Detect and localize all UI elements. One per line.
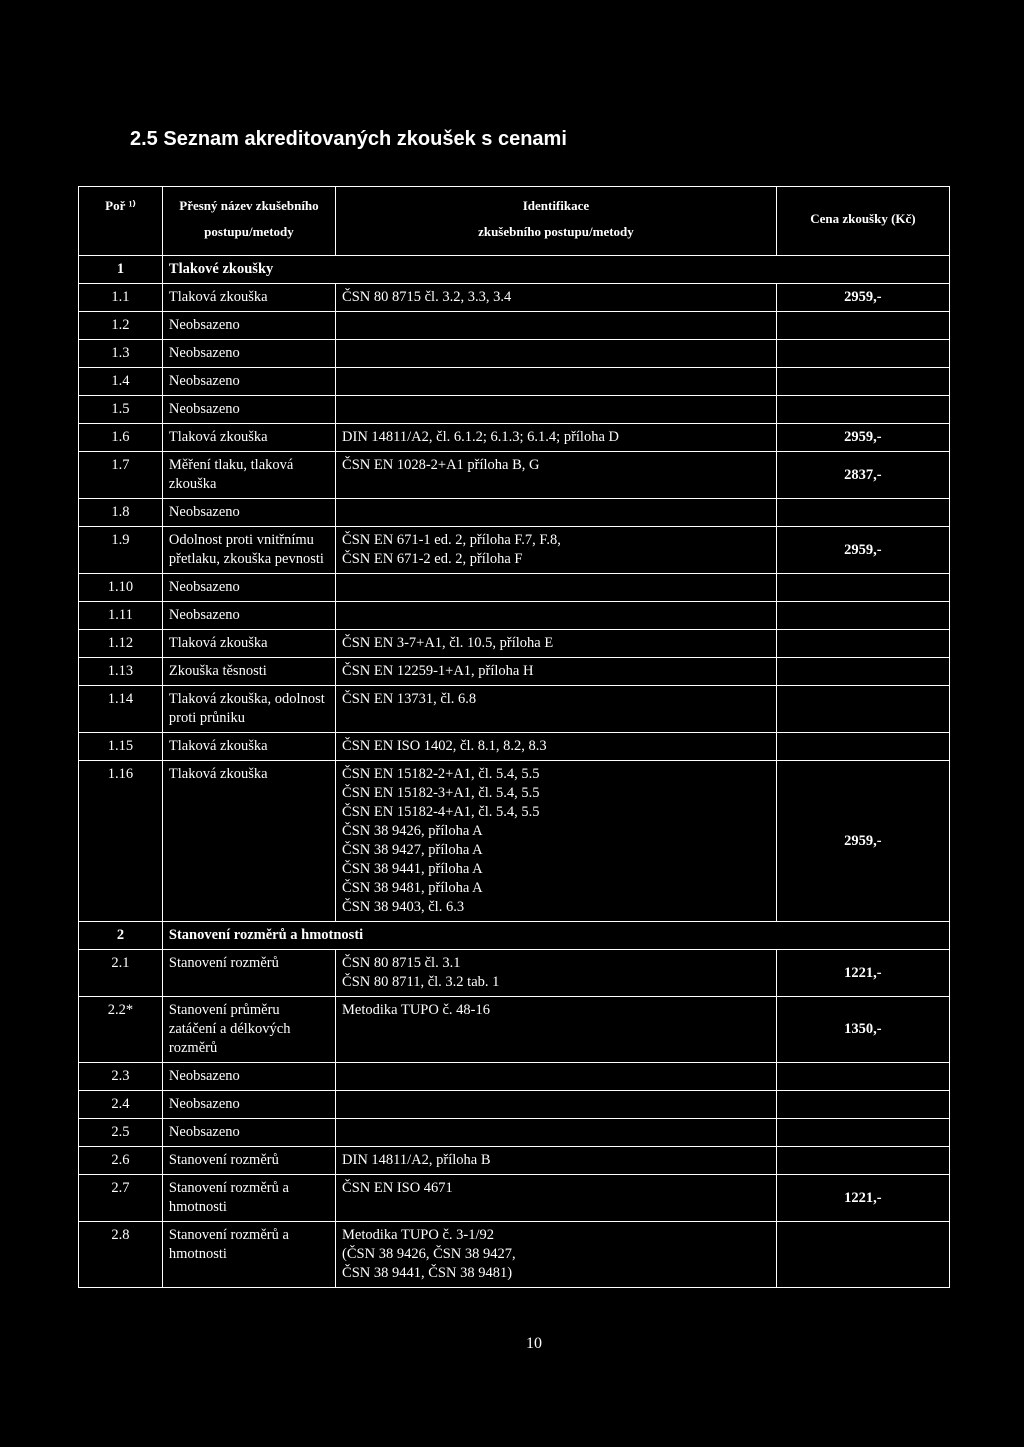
row-price xyxy=(776,1091,949,1119)
col-header-name xyxy=(162,187,335,256)
row-number: 2.2* xyxy=(79,997,163,1063)
row-number: 2.4 xyxy=(79,1091,163,1119)
row-method-name: Stanovení rozměrů xyxy=(162,1147,335,1175)
row-method-name: Tlaková zkouška xyxy=(162,424,335,452)
table-row xyxy=(79,761,950,922)
row-number: 2.3 xyxy=(79,1063,163,1091)
table-row xyxy=(79,1119,950,1147)
row-method-name: Neobsazeno xyxy=(162,1063,335,1091)
col-header-name-line2: postupu/metody xyxy=(204,224,294,239)
row-number: 1.13 xyxy=(79,658,163,686)
row-identification xyxy=(336,1063,777,1091)
identification-line: ČSN EN 671-2 ed. 2, příloha F xyxy=(342,551,523,567)
row-method-name: Neobsazeno xyxy=(162,1091,335,1119)
row-method-name: Neobsazeno xyxy=(162,1119,335,1147)
table-row xyxy=(79,527,950,574)
row-price: 2959,- xyxy=(776,424,949,452)
identification-line: ČSN 80 8715 čl. 3.2, 3.3, 3.4 xyxy=(342,289,512,305)
table-row xyxy=(79,312,950,340)
identification-line: ČSN EN 671-1 ed. 2, příloha F.7, F.8, xyxy=(342,532,561,548)
identification-line: ČSN 38 9403, čl. 6.3 xyxy=(342,899,465,915)
identification-line: ČSN 80 8711, čl. 3.2 tab. 1 xyxy=(342,974,500,990)
table-row xyxy=(79,368,950,396)
row-price: 2959,- xyxy=(776,761,949,922)
row-identification xyxy=(336,950,777,997)
page-heading: 2.5 Seznam akreditovaných zkoušek s cenami xyxy=(130,128,567,150)
identification-line: ČSN 38 9441, ČSN 38 9481) xyxy=(342,1265,513,1281)
row-price xyxy=(776,1063,949,1091)
identification-line: ČSN EN 15182-4+A1, čl. 5.4, 5.5 xyxy=(342,804,540,820)
row-method-name: Neobsazeno xyxy=(162,499,335,527)
table-row xyxy=(79,950,950,997)
table-row xyxy=(79,574,950,602)
col-header-id-line2: zkušebního postupu/metody xyxy=(478,224,634,239)
row-identification xyxy=(336,340,777,368)
table-row xyxy=(79,1147,950,1175)
row-method-name: Neobsazeno xyxy=(162,312,335,340)
row-identification xyxy=(336,630,777,658)
section-number: 1 xyxy=(79,256,163,284)
row-price xyxy=(776,1147,949,1175)
identification-line: ČSN 38 9427, příloha A xyxy=(342,842,483,858)
row-method-name: Neobsazeno xyxy=(162,396,335,424)
section-row xyxy=(79,922,950,950)
row-price: 1350,- xyxy=(776,997,949,1063)
row-number: 1.3 xyxy=(79,340,163,368)
identification-line: ČSN 38 9426, příloha A xyxy=(342,823,483,839)
row-method-name: Tlaková zkouška xyxy=(162,761,335,922)
identification-line: ČSN EN 12259-1+A1, příloha H xyxy=(342,663,534,679)
row-price xyxy=(776,1119,949,1147)
row-price xyxy=(776,499,949,527)
row-identification xyxy=(336,368,777,396)
table-row xyxy=(79,658,950,686)
row-number: 2.5 xyxy=(79,1119,163,1147)
row-identification xyxy=(336,602,777,630)
row-price: 1221,- xyxy=(776,1175,949,1222)
identification-line: ČSN 38 9481, příloha A xyxy=(342,880,483,896)
row-identification xyxy=(336,1147,777,1175)
row-number: 2.7 xyxy=(79,1175,163,1222)
row-price: 1221,- xyxy=(776,950,949,997)
section-number: 2 xyxy=(79,922,163,950)
row-identification xyxy=(336,284,777,312)
row-method-name: Neobsazeno xyxy=(162,574,335,602)
table-row xyxy=(79,602,950,630)
row-number: 1.14 xyxy=(79,686,163,733)
row-number: 1.9 xyxy=(79,527,163,574)
table-row xyxy=(79,452,950,499)
row-identification xyxy=(336,452,777,499)
row-number: 1.2 xyxy=(79,312,163,340)
row-number: 2.1 xyxy=(79,950,163,997)
identification-line: ČSN EN 3-7+A1, čl. 10.5, příloha E xyxy=(342,635,554,651)
col-header-price: Cena zkoušky (Kč) xyxy=(776,187,949,256)
table-row xyxy=(79,733,950,761)
table-row xyxy=(79,396,950,424)
col-header-number: Poř ¹⁾ xyxy=(79,187,163,256)
row-method-name: Tlaková zkouška, odolnost proti průniku xyxy=(162,686,335,733)
identification-line: ČSN 38 9441, příloha A xyxy=(342,861,483,877)
identification-line: (ČSN 38 9426, ČSN 38 9427, xyxy=(342,1246,516,1262)
table-row xyxy=(79,424,950,452)
identification-line: Metodika TUPO č. 3-1/92 xyxy=(342,1227,494,1243)
row-number: 1.6 xyxy=(79,424,163,452)
row-identification xyxy=(336,396,777,424)
col-header-id-line1: Identifikace xyxy=(522,198,590,213)
row-price xyxy=(776,630,949,658)
table-row xyxy=(79,284,950,312)
row-price xyxy=(776,1222,949,1288)
row-method-name: Neobsazeno xyxy=(162,368,335,396)
row-identification xyxy=(336,1119,777,1147)
row-identification xyxy=(336,733,777,761)
identification-line: ČSN EN 15182-2+A1, čl. 5.4, 5.5 xyxy=(342,766,540,782)
row-identification xyxy=(336,761,777,922)
tests-table xyxy=(78,186,950,1288)
table-row xyxy=(79,1175,950,1222)
section-row xyxy=(79,256,950,284)
identification-line: ČSN EN ISO 1402, čl. 8.1, 8.2, 8.3 xyxy=(342,738,547,754)
row-price xyxy=(776,602,949,630)
row-identification xyxy=(336,1175,777,1222)
row-number: 1.8 xyxy=(79,499,163,527)
identification-line: ČSN EN 15182-3+A1, čl. 5.4, 5.5 xyxy=(342,785,540,801)
row-price xyxy=(776,396,949,424)
row-method-name: Měření tlaku, tlaková zkouška xyxy=(162,452,335,499)
row-price xyxy=(776,368,949,396)
row-identification xyxy=(336,686,777,733)
identification-line: ČSN 80 8715 čl. 3.1 xyxy=(342,955,461,971)
identification-line: ČSN EN ISO 4671 xyxy=(342,1180,453,1196)
row-price xyxy=(776,340,949,368)
table-row xyxy=(79,1091,950,1119)
row-identification xyxy=(336,1091,777,1119)
row-number: 1.10 xyxy=(79,574,163,602)
row-method-name: Tlaková zkouška xyxy=(162,733,335,761)
row-identification xyxy=(336,424,777,452)
table-body xyxy=(79,256,950,1288)
table-row xyxy=(79,997,950,1063)
row-price: 2959,- xyxy=(776,527,949,574)
row-method-name: Stanovení průměru zatáčení a délkových rozměrů xyxy=(162,997,335,1063)
row-number: 1.16 xyxy=(79,761,163,922)
row-identification xyxy=(336,499,777,527)
identification-line: ČSN EN 13731, čl. 6.8 xyxy=(342,691,477,707)
row-number: 2.6 xyxy=(79,1147,163,1175)
row-identification xyxy=(336,312,777,340)
row-method-name: Neobsazeno xyxy=(162,340,335,368)
row-price xyxy=(776,574,949,602)
identification-line: ČSN EN 1028-2+A1 příloha B, G xyxy=(342,457,540,473)
row-method-name: Neobsazeno xyxy=(162,602,335,630)
table-row xyxy=(79,1222,950,1288)
row-number: 1.11 xyxy=(79,602,163,630)
row-number: 1.15 xyxy=(79,733,163,761)
row-price xyxy=(776,658,949,686)
row-price xyxy=(776,686,949,733)
row-method-name: Stanovení rozměrů a hmotnosti xyxy=(162,1222,335,1288)
row-number: 2.8 xyxy=(79,1222,163,1288)
row-identification xyxy=(336,997,777,1063)
row-number: 1.7 xyxy=(79,452,163,499)
page-number: 10 xyxy=(526,1335,542,1352)
row-price: 2837,- xyxy=(776,452,949,499)
col-header-name-line1: Přesný název zkušebního xyxy=(179,198,319,213)
table-row xyxy=(79,630,950,658)
table-row xyxy=(79,1063,950,1091)
identification-line: Metodika TUPO č. 48-16 xyxy=(342,1002,490,1018)
row-price: 2959,- xyxy=(776,284,949,312)
row-price xyxy=(776,733,949,761)
row-identification xyxy=(336,527,777,574)
row-identification xyxy=(336,574,777,602)
row-method-name: Stanovení rozměrů a hmotnosti xyxy=(162,1175,335,1222)
row-identification xyxy=(336,1222,777,1288)
row-method-name: Tlaková zkouška xyxy=(162,630,335,658)
section-title: Stanovení rozměrů a hmotnosti xyxy=(162,922,949,950)
table-row xyxy=(79,686,950,733)
row-identification xyxy=(336,658,777,686)
row-method-name: Odolnost proti vnitřnímu přetlaku, zkouška pevnosti xyxy=(162,527,335,574)
table-row xyxy=(79,340,950,368)
identification-line: DIN 14811/A2, příloha B xyxy=(342,1152,491,1168)
row-number: 1.4 xyxy=(79,368,163,396)
row-number: 1.1 xyxy=(79,284,163,312)
row-method-name: Tlaková zkouška xyxy=(162,284,335,312)
row-number: 1.5 xyxy=(79,396,163,424)
table-header-row xyxy=(79,187,950,256)
identification-line: DIN 14811/A2, čl. 6.1.2; 6.1.3; 6.1.4; příloha D xyxy=(342,429,619,445)
table-row xyxy=(79,499,950,527)
section-title: Tlakové zkoušky xyxy=(162,256,949,284)
row-method-name: Stanovení rozměrů xyxy=(162,950,335,997)
col-header-identification xyxy=(336,187,777,256)
row-price xyxy=(776,312,949,340)
row-number: 1.12 xyxy=(79,630,163,658)
row-method-name: Zkouška těsnosti xyxy=(162,658,335,686)
